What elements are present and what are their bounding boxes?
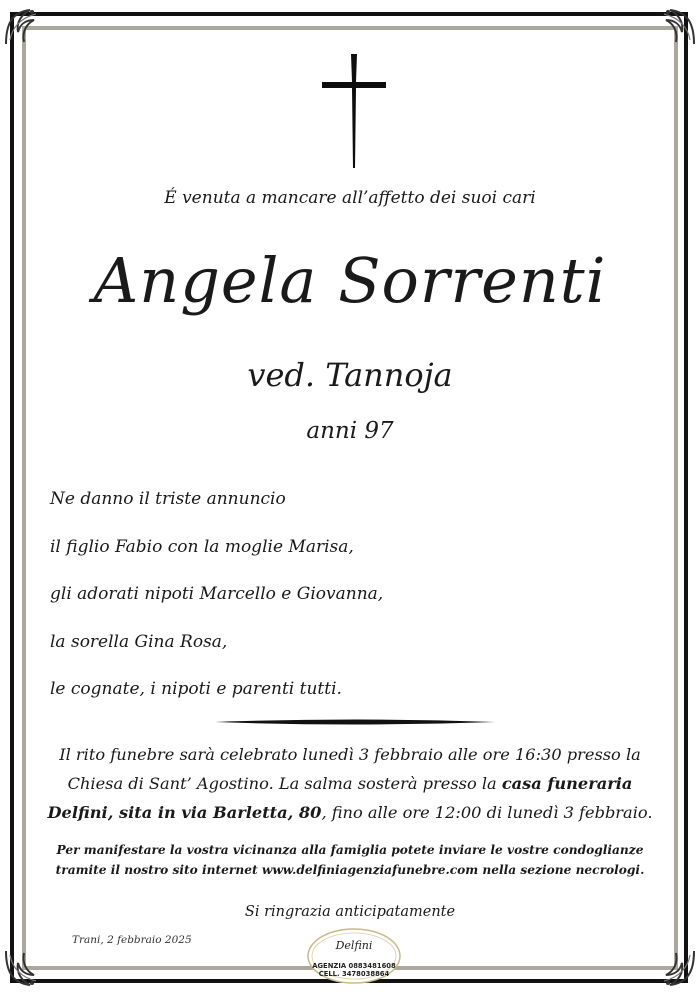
- funeral-text-end: , fino alle ore 12:00 di lunedì 3 febbraio.: [321, 803, 653, 822]
- announcement-line: le cognate, i nipoti e parenti tutti.: [50, 679, 342, 699]
- condolence-notice: [36, 840, 664, 880]
- place-date: Trani, 2 febbraio 2025: [72, 934, 192, 946]
- notice-line: tramite il nostro sito internet www.delfiniagenziafunebre.com nella sezione necrologi.: [55, 863, 645, 877]
- agency-cell: CELL. 3478038864: [318, 970, 390, 978]
- notice-line: Per manifestare la vostra vicinanza alla famiglia potete inviare le vostre condoglianze: [56, 843, 644, 857]
- agency-logo: [305, 928, 403, 988]
- cross-icon: [320, 52, 388, 170]
- announcement-line: il figlio Fabio con la moglie Marisa,: [50, 536, 354, 557]
- thanks-text: Si ringrazia anticipatamente: [244, 904, 456, 920]
- announcement-line: Ne danno il triste annuncio: [50, 489, 286, 509]
- funeral-details: [40, 740, 660, 827]
- age: anni 97: [306, 418, 394, 444]
- announcement-line: la sorella Gina Rosa,: [50, 631, 228, 652]
- ornament-corner-icon: [2, 947, 46, 991]
- funeral-home: casa funeraria Delfini, sita in via Barletta, 80: [47, 774, 633, 822]
- announcement-list: [50, 486, 610, 724]
- announcement-line: gli adorati nipoti Marcello e Giovanna,: [50, 584, 384, 604]
- intro-text: É venuta a mancare all’affetto dei suoi cari: [164, 188, 536, 208]
- funeral-text: Il rito funebre sarà celebrato lunedì 3 febbraio alle ore 16:30 presso la Chiesa di Sant’ Agostino. La salma sosterà presso la: [59, 745, 641, 793]
- ornament-corner-icon: [2, 4, 46, 48]
- agency-contact: [305, 962, 403, 978]
- agency-phone: AGENZIA 0883481608: [312, 962, 396, 970]
- logo-oval-icon: [305, 928, 403, 988]
- widow-of: ved. Tannoja: [247, 356, 453, 394]
- deceased-name: Angela Sorrenti: [93, 244, 607, 317]
- divider: [215, 718, 495, 726]
- ornament-corner-icon: [654, 947, 698, 991]
- ornament-corner-icon: [654, 4, 698, 48]
- agency-brand: Delfini: [335, 939, 373, 952]
